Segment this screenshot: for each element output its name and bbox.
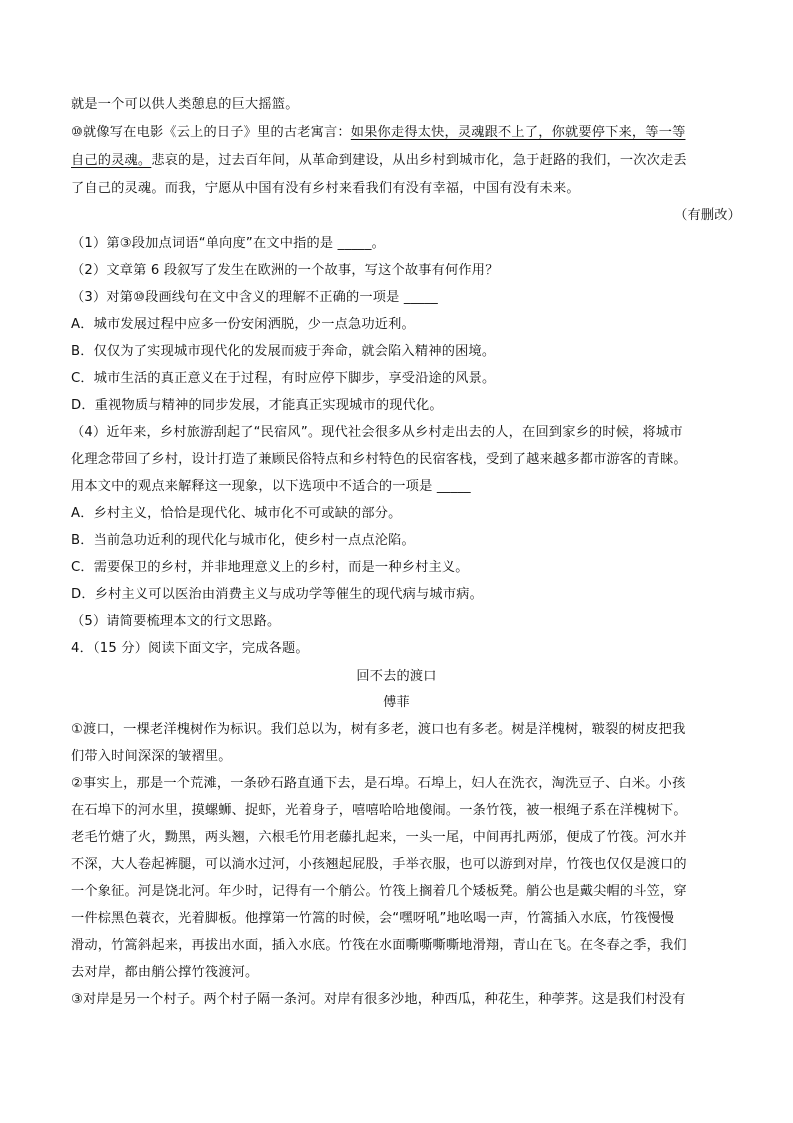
- article-author: 傅菲: [383, 695, 410, 710]
- paragraph-line: 们带入时间深深的皱褶里。: [71, 749, 232, 764]
- question-2: （2）文章第 6 段叙写了发生在欧洲的一个故事，写这个故事有何作用？: [71, 263, 499, 278]
- option-c: C．城市生活的真正意义在于过程，有时应停下脚步，享受沿途的风景。: [71, 371, 496, 386]
- section-4-heading: 4．（15 分）阅读下面文字，完成各题。: [71, 641, 309, 656]
- option-b: B．仅仅为了实现城市现代化的发展而疲于奔命，就会陷入精神的困境。: [71, 344, 496, 359]
- paragraph-line: [71, 152, 723, 170]
- paragraph-line: 了自己的灵魂。而我，宁愿从中国有没有乡村来看我们有没有幸福，中国有没有未来。: [71, 181, 580, 196]
- paragraph-line: ①渡口，一棵老洋槐树作为标识。我们总以为，树有多老，渡口也有多老。树是洋槐树，皲裂的树皮把我: [71, 722, 686, 737]
- question-4-line: 化理念带回了乡村，设计打造了兼顾民俗特点和乡村特色的民宿客栈，受到了越来越多都市游客的青睐。: [71, 452, 687, 467]
- option-b: B．当前急功近利的现代化与城市化，使乡村一点点沦陷。: [71, 533, 415, 548]
- option-a: A．乡村主义，恰恰是现代化、城市化不可或缺的部分。: [71, 506, 402, 521]
- paragraph-10-line: [71, 124, 723, 142]
- paragraph-line: 就是一个可以供人类憩息的巨大摇篮。: [71, 97, 299, 112]
- paragraph-line: 一件棕黑色蓑衣，光着脚板。他撑第一竹篙的时候，会“嘿呀吼”地吆喝一声，竹篙插入水底，竹筏慢慢: [71, 911, 675, 926]
- option-a: A．城市发展过程中应多一份安闲洒脱，少一点急功近利。: [71, 317, 415, 332]
- option-c: C．需要保卫的乡村，并非地理意义上的乡村，而是一种乡村主义。: [71, 560, 469, 575]
- paragraph-line: 滑动，竹篙斜起来，再拔出水面，插入水底。竹筏在水面嘶嘶嘶嘶地滑翔，青山在飞。在冬春之季，我们: [71, 938, 687, 953]
- revision-note: （有删改）: [674, 208, 741, 223]
- paragraph-line: 不深，大人卷起裤腿，可以淌水过河，小孩翘起屁股，手举衣服，也可以游到对岸，竹筏也仅仅是渡口的: [71, 857, 687, 872]
- question-3: （3）对第⑩段画线句在文中含义的理解不正确的一项是 _____: [71, 290, 438, 305]
- paragraph-line: ③对岸是另一个村子。两个村子隔一条河。对岸有很多沙地，种西瓜，种花生，种荸荠。这是我们村没有: [71, 992, 686, 1007]
- question-4: （4）近年来，乡村旅游刮起了“民宿风”。现代社会很多从乡村走出去的人，在回到家乡的时候，将城市: [71, 425, 683, 440]
- paragraph-line: 去对岸，都由艄公撑竹筏渡河。: [71, 965, 259, 980]
- paragraph-line: ②事实上，那是一个荒滩，一条砂石路直通下去，是石埠。石埠上，妇人在洗衣，淘洗豆子、白米。小孩: [71, 776, 686, 791]
- article-title: 回不去的渡口: [356, 669, 437, 684]
- paragraph-line: 老毛竹煻了火，黝黑，两头翘，六根毛竹用老藤扎起来，一头一尾，中间再扎两邠，便成了竹筏。河水并: [71, 830, 687, 845]
- paragraph-text: ⑩就像写在电影《云上的日子》里的古老寓言：: [71, 125, 351, 140]
- question-5: （5）请简要梳理本文的行文思路。: [71, 614, 281, 629]
- option-d: D．乡村主义可以医治由消费主义与成功学等催生的现代病与城市病。: [71, 587, 483, 602]
- option-d: D．重视物质与精神的同步发展，才能真正实现城市的现代化。: [71, 398, 443, 413]
- underlined-sentence: 如果你走得太快，灵魂跟不上了，你就要停下来，等一等: [350, 125, 686, 140]
- question-4-line: 用本文中的观点来解释这一现象，以下选项中不适合的一项是 _____: [71, 479, 471, 494]
- paragraph-line: 在石埠下的河水里，摸螺蛳、捉虾，光着身子，嘻嘻哈哈地傻闹。一条竹筏，被一根绳子系在洋槐树下。: [71, 803, 687, 818]
- question-1: （1）第③段加点词语“单向度”在文中指的是 _____。: [71, 236, 386, 251]
- paragraph-text: 悲哀的是，过去百年间，从革命到建设，从出乡村到城市化，急于赶路的我们，一次次走丢: [151, 153, 687, 168]
- paragraph-line: 一个象征。河是饶北河。年少时，记得有一个艄公。竹筏上搁着几个矮板凳。艄公也是戴尖帽的斗笠，穿: [71, 884, 687, 899]
- underlined-sentence: 自己的灵魂。: [71, 153, 152, 168]
